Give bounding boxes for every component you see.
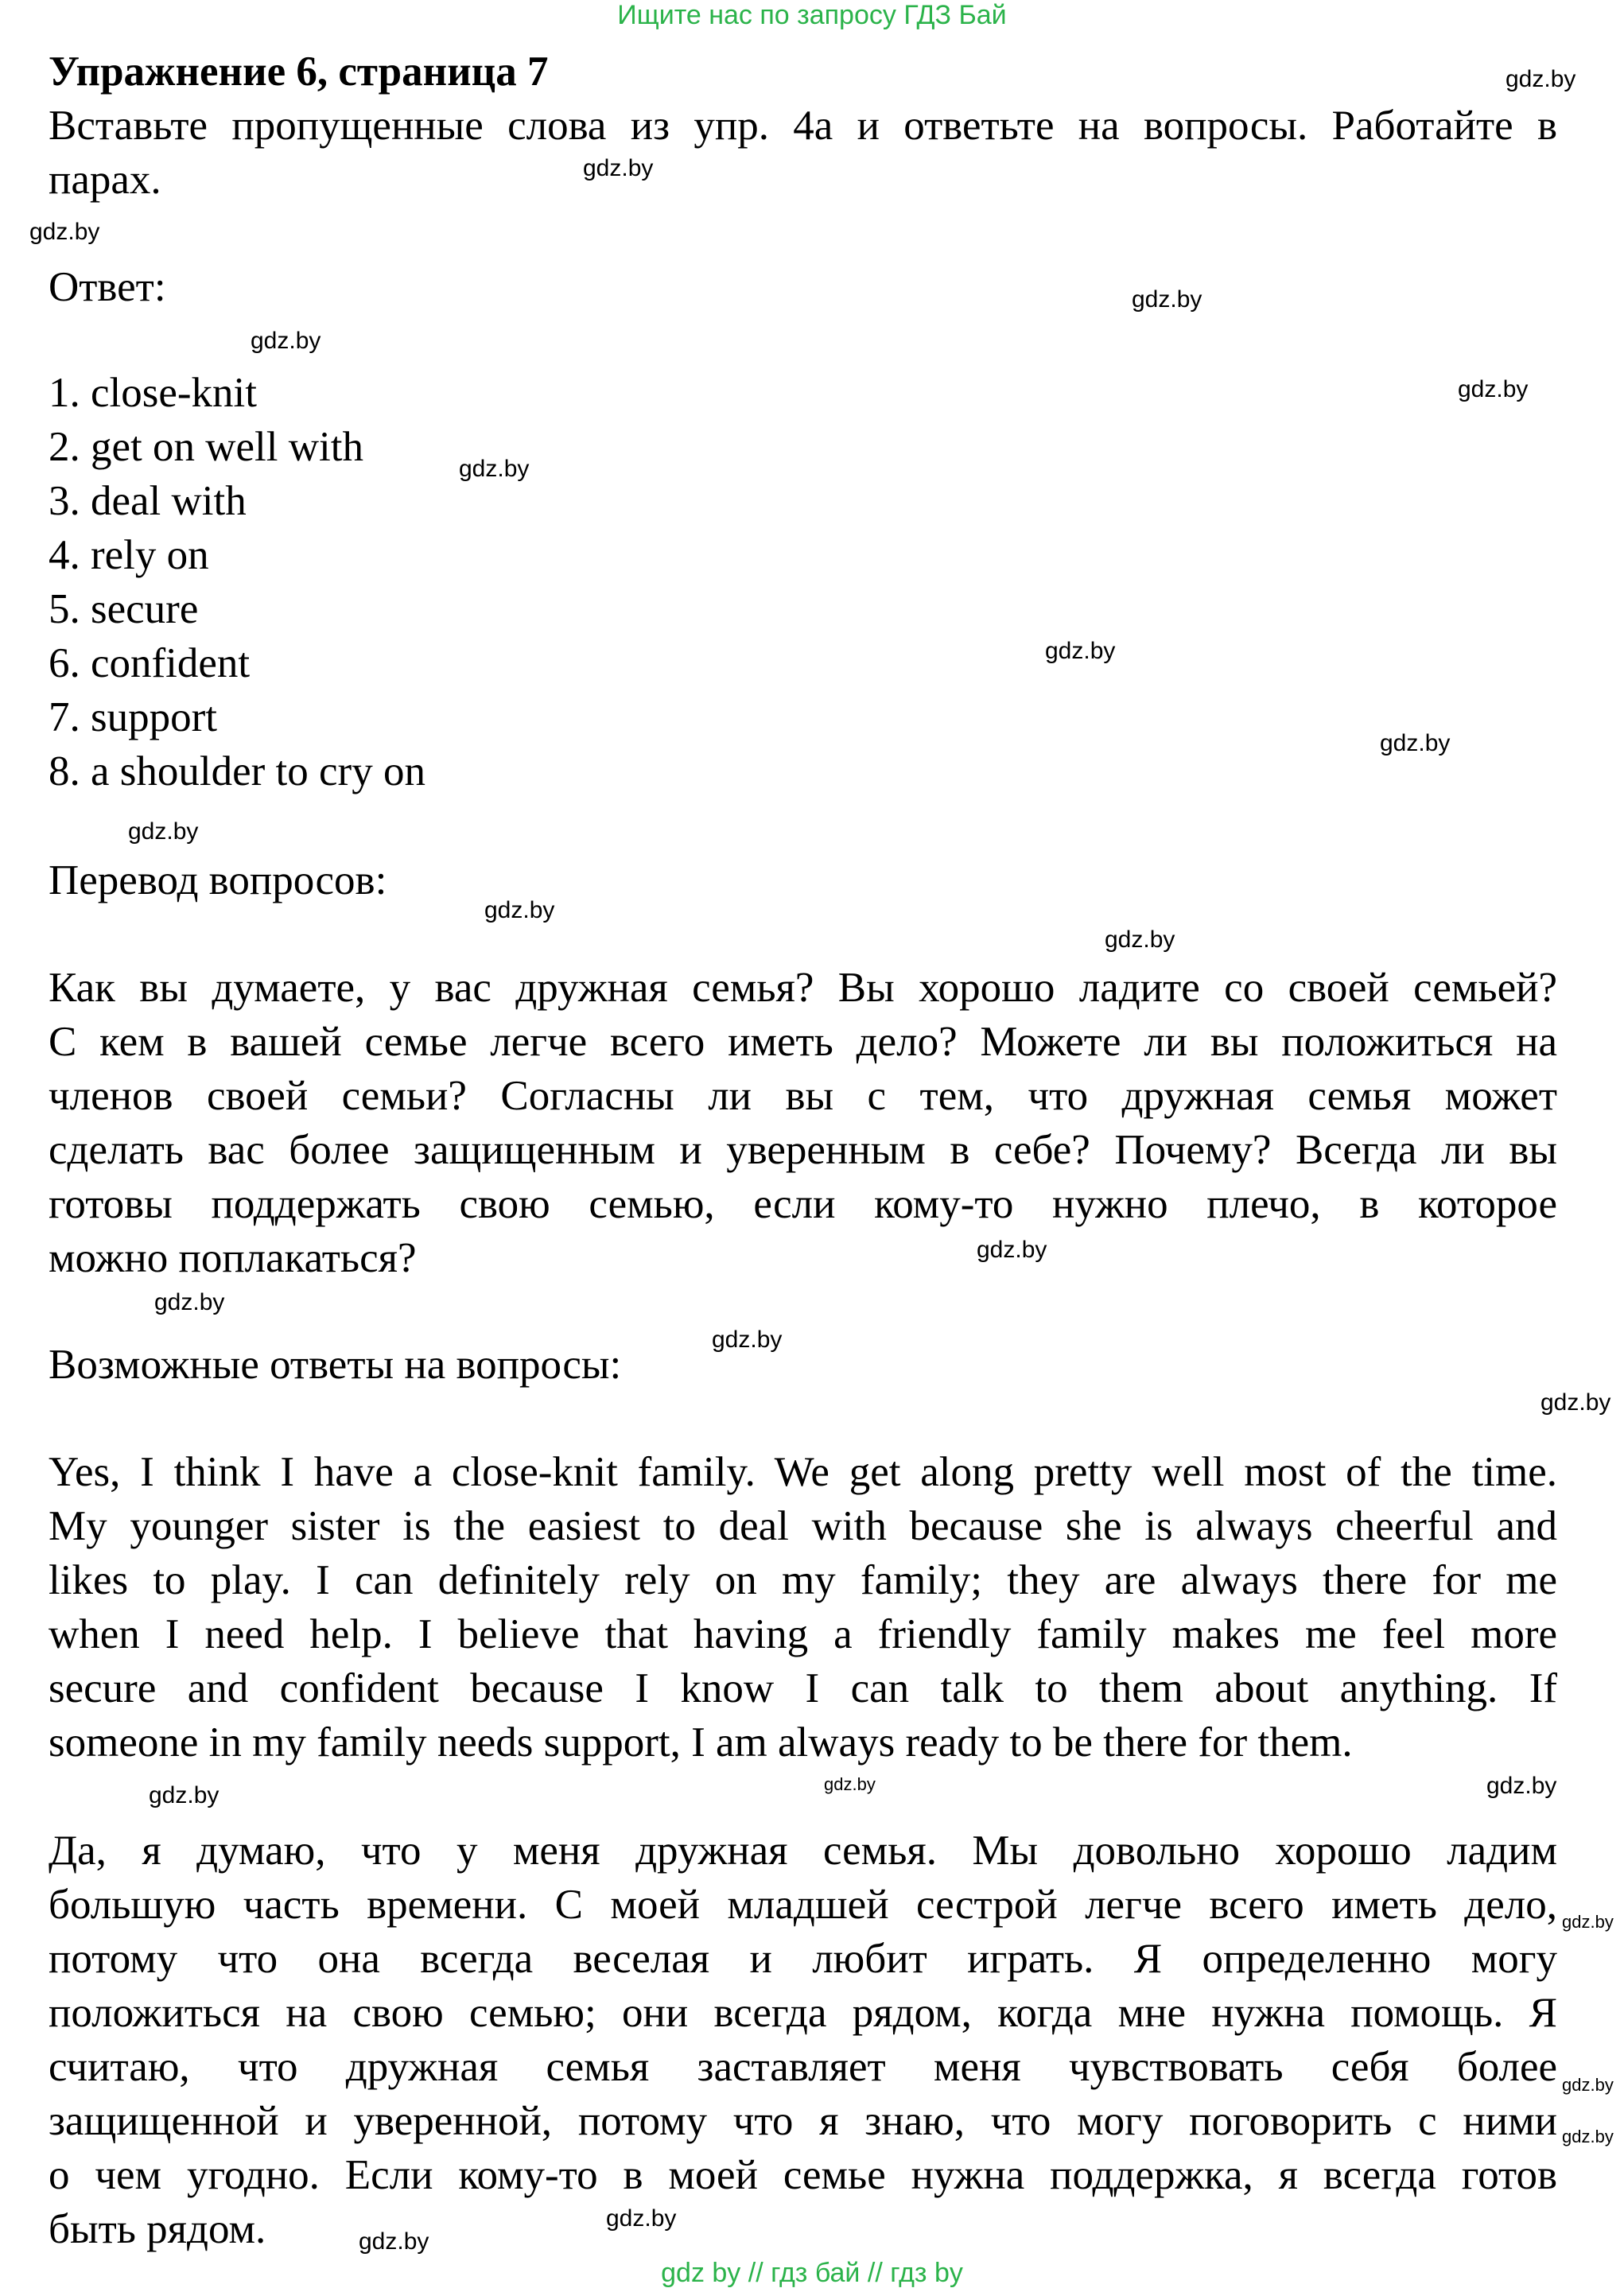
watermark: gdz.by xyxy=(606,2205,677,2232)
possible-answers-label: Возможные ответы на вопросы: xyxy=(49,1342,622,1388)
paragraph-line: secure and confident because I know I can talk to them about anything. If xyxy=(49,1665,1557,1711)
paragraph-line: потому что она всегда веселая и любит играть. Я определенно могу xyxy=(49,1936,1557,1982)
russian-answer-paragraph xyxy=(49,1824,1557,2256)
paragraph-line: большую часть времени. С моей младшей сестрой легче всего иметь дело, xyxy=(49,1882,1557,1928)
watermark: gdz.by xyxy=(712,1327,783,1353)
watermark: gdz.by xyxy=(1562,1912,1614,1932)
footer-links[interactable]: gdz by // гдз бай // гдз by xyxy=(661,2258,963,2288)
answer-item: 8. a shoulder to cry on xyxy=(49,748,425,794)
answer-label: Ответ: xyxy=(49,264,166,310)
watermark: gdz.by xyxy=(1458,376,1529,402)
instruction xyxy=(49,99,1557,207)
translation-label: Перевод вопросов: xyxy=(49,857,387,903)
watermark: gdz.by xyxy=(1045,638,1116,664)
paragraph-line: when I need help. I believe that having a friendly family makes me feel more xyxy=(49,1611,1557,1657)
watermark: gdz.by xyxy=(977,1237,1047,1263)
answer-item: 3. deal with xyxy=(49,478,247,524)
page-title: Упражнение 6, страница 7 xyxy=(49,49,549,95)
paragraph-line: Да, я думаю, что у меня дружная семья. Мы довольно хорошо ладим xyxy=(49,1828,1557,1874)
watermark: gdz.by xyxy=(1105,927,1175,953)
watermark: gdz.by xyxy=(1486,1773,1557,1799)
paragraph-line: защищенной и уверенной, потому что я знаю, что могу поговорить с ними xyxy=(49,2098,1557,2144)
answers-list xyxy=(49,366,1557,798)
paragraph-line: быть рядом. xyxy=(49,2206,266,2252)
paragraph-line: Как вы думаете, у вас дружная семья? Вы хорошо ладите со своей семьей? xyxy=(49,965,1557,1011)
watermark: gdz.by xyxy=(149,1782,220,1808)
watermark: gdz.by xyxy=(359,2228,429,2255)
paragraph-line: парах. xyxy=(49,157,161,203)
paragraph-line: о чем угодно. Если кому-то в моей семье нужна поддержка, я всегда готов xyxy=(49,2152,1557,2198)
english-answer-paragraph xyxy=(49,1445,1557,1770)
watermark: gdz.by xyxy=(1562,2075,1614,2095)
paragraph-line: готовы поддержать свою семью, если кому-то нужно плечо, в которое xyxy=(49,1181,1557,1227)
answer-item: 2. get on well with xyxy=(49,424,363,470)
paragraph-line: Yes, I think I have a close-knit family. We get along pretty well most of the time. xyxy=(49,1449,1557,1495)
answer-item: 1. close-knit xyxy=(49,370,257,416)
watermark: gdz.by xyxy=(128,818,199,845)
answer-item: 6. confident xyxy=(49,640,251,686)
paragraph-line: likes to play. I can definitely rely on my family; they are always there for me xyxy=(49,1557,1557,1603)
watermark: gdz.by xyxy=(1562,2127,1614,2146)
paragraph-line: My younger sister is the easiest to deal with because she is always cheerful and xyxy=(49,1503,1557,1549)
watermark: gdz.by xyxy=(1540,1389,1611,1416)
watermark: gdz.by xyxy=(484,897,555,923)
watermark: gdz.by xyxy=(251,328,321,354)
answer-item: 4. rely on xyxy=(49,532,209,578)
paragraph-line: членов своей семьи? Согласны ли вы с тем, что дружная семья может xyxy=(49,1073,1557,1119)
paragraph-line: Вставьте пропущенные слова из упр. 4a и ответьте на вопросы. Работайте в xyxy=(49,103,1557,149)
watermark: gdz.by xyxy=(583,155,654,181)
watermark: gdz.by xyxy=(1380,730,1451,756)
paragraph-line: можно поплакаться? xyxy=(49,1235,417,1281)
watermark: gdz.by xyxy=(154,1289,225,1315)
watermark: gdz.by xyxy=(824,1774,876,1794)
paragraph-line: считаю, что дружная семья заставляет меня чувствовать себя более xyxy=(49,2044,1557,2090)
answer-item: 7. support xyxy=(49,694,217,740)
paragraph-line: положиться на свою семью; они всегда рядом, когда мне нужна помощь. Я xyxy=(49,1990,1557,2036)
header-search-link[interactable]: Ищите нас по запросу ГДЗ Бай xyxy=(617,0,1007,30)
watermark: gdz.by xyxy=(1132,286,1202,313)
paragraph-line: С кем в вашей семье легче всего иметь дело? Можете ли вы положиться на xyxy=(49,1019,1557,1065)
translation-paragraph xyxy=(49,961,1557,1285)
paragraph-line: someone in my family needs support, I am always ready to be there for them. xyxy=(49,1719,1353,1766)
watermark: gdz.by xyxy=(459,456,530,482)
paragraph-line: сделать вас более защищенным и уверенным в себе? Почему? Всегда ли вы xyxy=(49,1127,1557,1173)
watermark: gdz.by xyxy=(29,219,100,245)
watermark: gdz.by xyxy=(1506,66,1576,92)
answer-item: 5. secure xyxy=(49,586,199,632)
